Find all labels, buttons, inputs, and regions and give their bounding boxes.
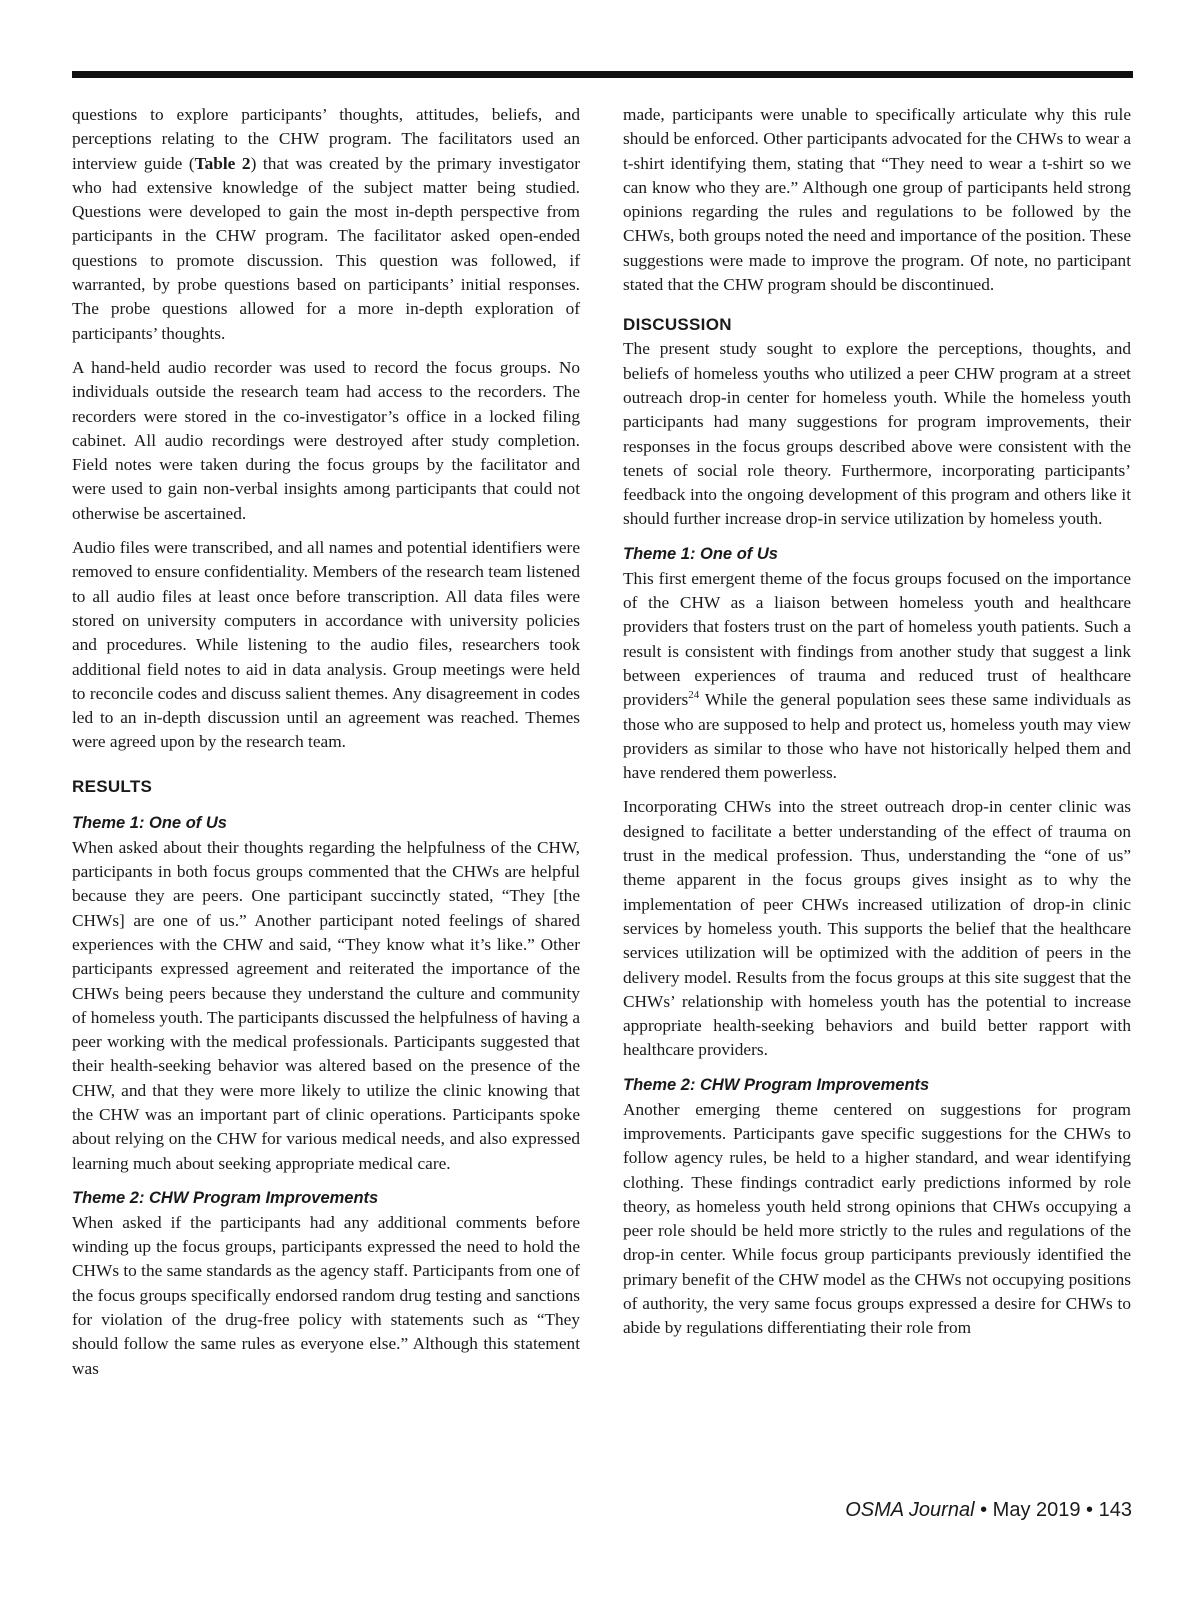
paragraph: Audio files were transcribed, and all names and potential identifiers were removed to ensure confidentiality. Members of the research team listened to all audio files at least once before transcription. All data files were stored on university computers in accordance with university policies and procedures. While listening to the audio files, researchers took additional field notes to aid in data analysis. Group meetings were held to reconcile codes and discuss salient themes. Any disagreement in codes led to an in-depth discussion until an agreement was reached. Themes were agreed upon by the research team.	[72, 538, 580, 752]
section-heading-discussion: DISCUSSION	[623, 315, 732, 335]
citation-reference: 24	[688, 689, 700, 702]
subsection-heading: Theme 2: CHW Program Improvements	[72, 1188, 379, 1207]
paragraph	[72, 103, 580, 346]
paragraph: Incorporating CHWs into the street outreach drop-in center clinic was designed to facilitate a better understanding of the effect of trauma on trust in the medical profession. Thus, understanding the “one of us” theme apparent in the focus groups gives insight as to why the implementation of peer CHWs increased utilization of drop-in clinic services by homeless youth. This supports the belief that the healthcare services utilization will be optimized with the addition of peers in the delivery model. Results from the focus groups at this site suggest that the CHWs’ relationship with homeless youth has the potential to increase appropriate health-seeking behaviors and build better rapport with healthcare providers.	[623, 797, 1131, 1060]
paragraph: made, participants were unable to specifically articulate why this rule should be enforced. Other participants advocated for the CHWs to wear a t-shirt identifying them, stating that “They need to wear a t-shirt so we can know who they are.” Although one group of participants held strong opinions regarding the rules and regulations to be followed by the CHWs, both groups noted the need and importance of the position. These suggestions were made to improve the program. Of note, no participant stated that the CHW program should be discontinued.	[623, 105, 1131, 295]
journal-name: OSMA Journal	[845, 1499, 975, 1521]
footer-separator: •	[974, 1499, 993, 1521]
paragraph: Another emerging theme centered on suggestions for program improvements. Participants gave specific suggestions for the CHWs to follow agency rules, be held to a higher standard, and wear identifying clothing. These findings contradict early predictions informed by role theory, as homeless youth held strong opinions that CHWs occupying a peer role should be held more strictly to the rules and regulations of the drop-in center. While focus group participants previously identified the primary benefit of the CHW model as the CHWs not occupying positions of authority, the very same focus groups expressed a desire for CHWs to abide by regulations differentiating their role from	[623, 1099, 1131, 1338]
left-column	[72, 103, 580, 1391]
header-rule	[72, 71, 1133, 78]
text-run: This first emergent theme of the focus groups focused on the importance of the CHW as a liaison between homeless youth and healthcare providers that fosters trust on the part of homeless youth patients. Such a result is consistent with findings from another study that suggest a link between experiences of trauma and reduced trust of healthcare providers	[623, 568, 1131, 710]
footer-separator: •	[1080, 1499, 1099, 1521]
paragraph: The present study sought to explore the perceptions, thoughts, and beliefs of homeless youths who utilized a peer CHW program at a street outreach drop-in center for homeless youth. While the homeless youth participants had many suggestions for program improvements, their responses in the focus groups described above were consistent with the tenets of social role theory. Furthermore, incorporating participants’ feedback into the ongoing development of this program and others like it should further increase drop-in service utilization by homeless youth.	[623, 339, 1131, 529]
page-footer	[845, 1499, 1132, 1522]
paragraph: A hand-held audio recorder was used to record the focus groups. No individuals outside the research team had access to the recorders. The recorders were stored in the co-investigator’s office in a locked filing cabinet. All audio recordings were destroyed after study completion. Field notes were taken during the focus groups by the facilitator and were used to gain non-verbal insights among participants that could not otherwise be ascertained.	[72, 357, 580, 523]
subsection-heading: Theme 1: One of Us	[72, 813, 227, 832]
issue-date: May 2019	[992, 1499, 1081, 1521]
paragraph: When asked if the participants had any additional comments before winding up the focus groups, participants expressed the need to hold the CHWs to the same standards as the agency staff. Participants from one of the focus groups specifically endorsed random drug testing and sanctions for violation of the drug-free policy with statements such as “They should follow the same rules as everyone else.” Although this statement was	[72, 1212, 580, 1378]
text-run: ) that was created by the primary investigator who had extensive knowledge of the subject matter being studied. Questions were developed to gain the most in-depth perspective from participants in the CHW program. The facilitator asked open-ended questions to promote discussion. This question was followed, if warranted, by probe questions based on participants’ initial responses. The probe questions allowed for a more in-depth exploration of participants’ thoughts.	[72, 153, 580, 343]
page-number: 143	[1098, 1499, 1132, 1521]
subsection-heading: Theme 2: CHW Program Improvements	[623, 1075, 930, 1094]
subsection-heading: Theme 1: One of Us	[623, 544, 778, 563]
text-run: While the general population sees these same individuals as those who are supposed to help and protect us, homeless youth may view providers as similar to those who have not historically helped them and have rendered them powerless.	[623, 690, 1131, 783]
text-run: questions to explore participants’ thoughts, attitudes, beliefs, and perceptions relating to the CHW program. The facilitators used an interview guide (	[72, 105, 580, 173]
paragraph: When asked about their thoughts regarding the helpfulness of the CHW, participants in both focus groups commented that the CHWs are helpful because they are peers. One participant succinctly stated, “They [the CHWs] are one of us.” Another participant noted feelings of shared experiences with the CHW and said, “They know what it’s like.” Other participants expressed agreement and reiterated the importance of the CHWs being peers because they understand the culture and community of homeless youth. The participants discussed the helpfulness of having a peer working with the medical professionals. Participants suggested that their health-seeking behavior was altered based on the presence of the CHW, and that they were more likely to utilize the clinic knowing that the CHW was an important part of clinic operations. Participants spoke about relying on the CHW for various medical needs, and also expressed learning much about seeking appropriate medical care.	[72, 837, 580, 1173]
paragraph	[623, 567, 1131, 786]
section-heading-results: RESULTS	[72, 776, 153, 796]
right-column	[623, 103, 1131, 1351]
table-reference: Table 2	[194, 153, 251, 173]
